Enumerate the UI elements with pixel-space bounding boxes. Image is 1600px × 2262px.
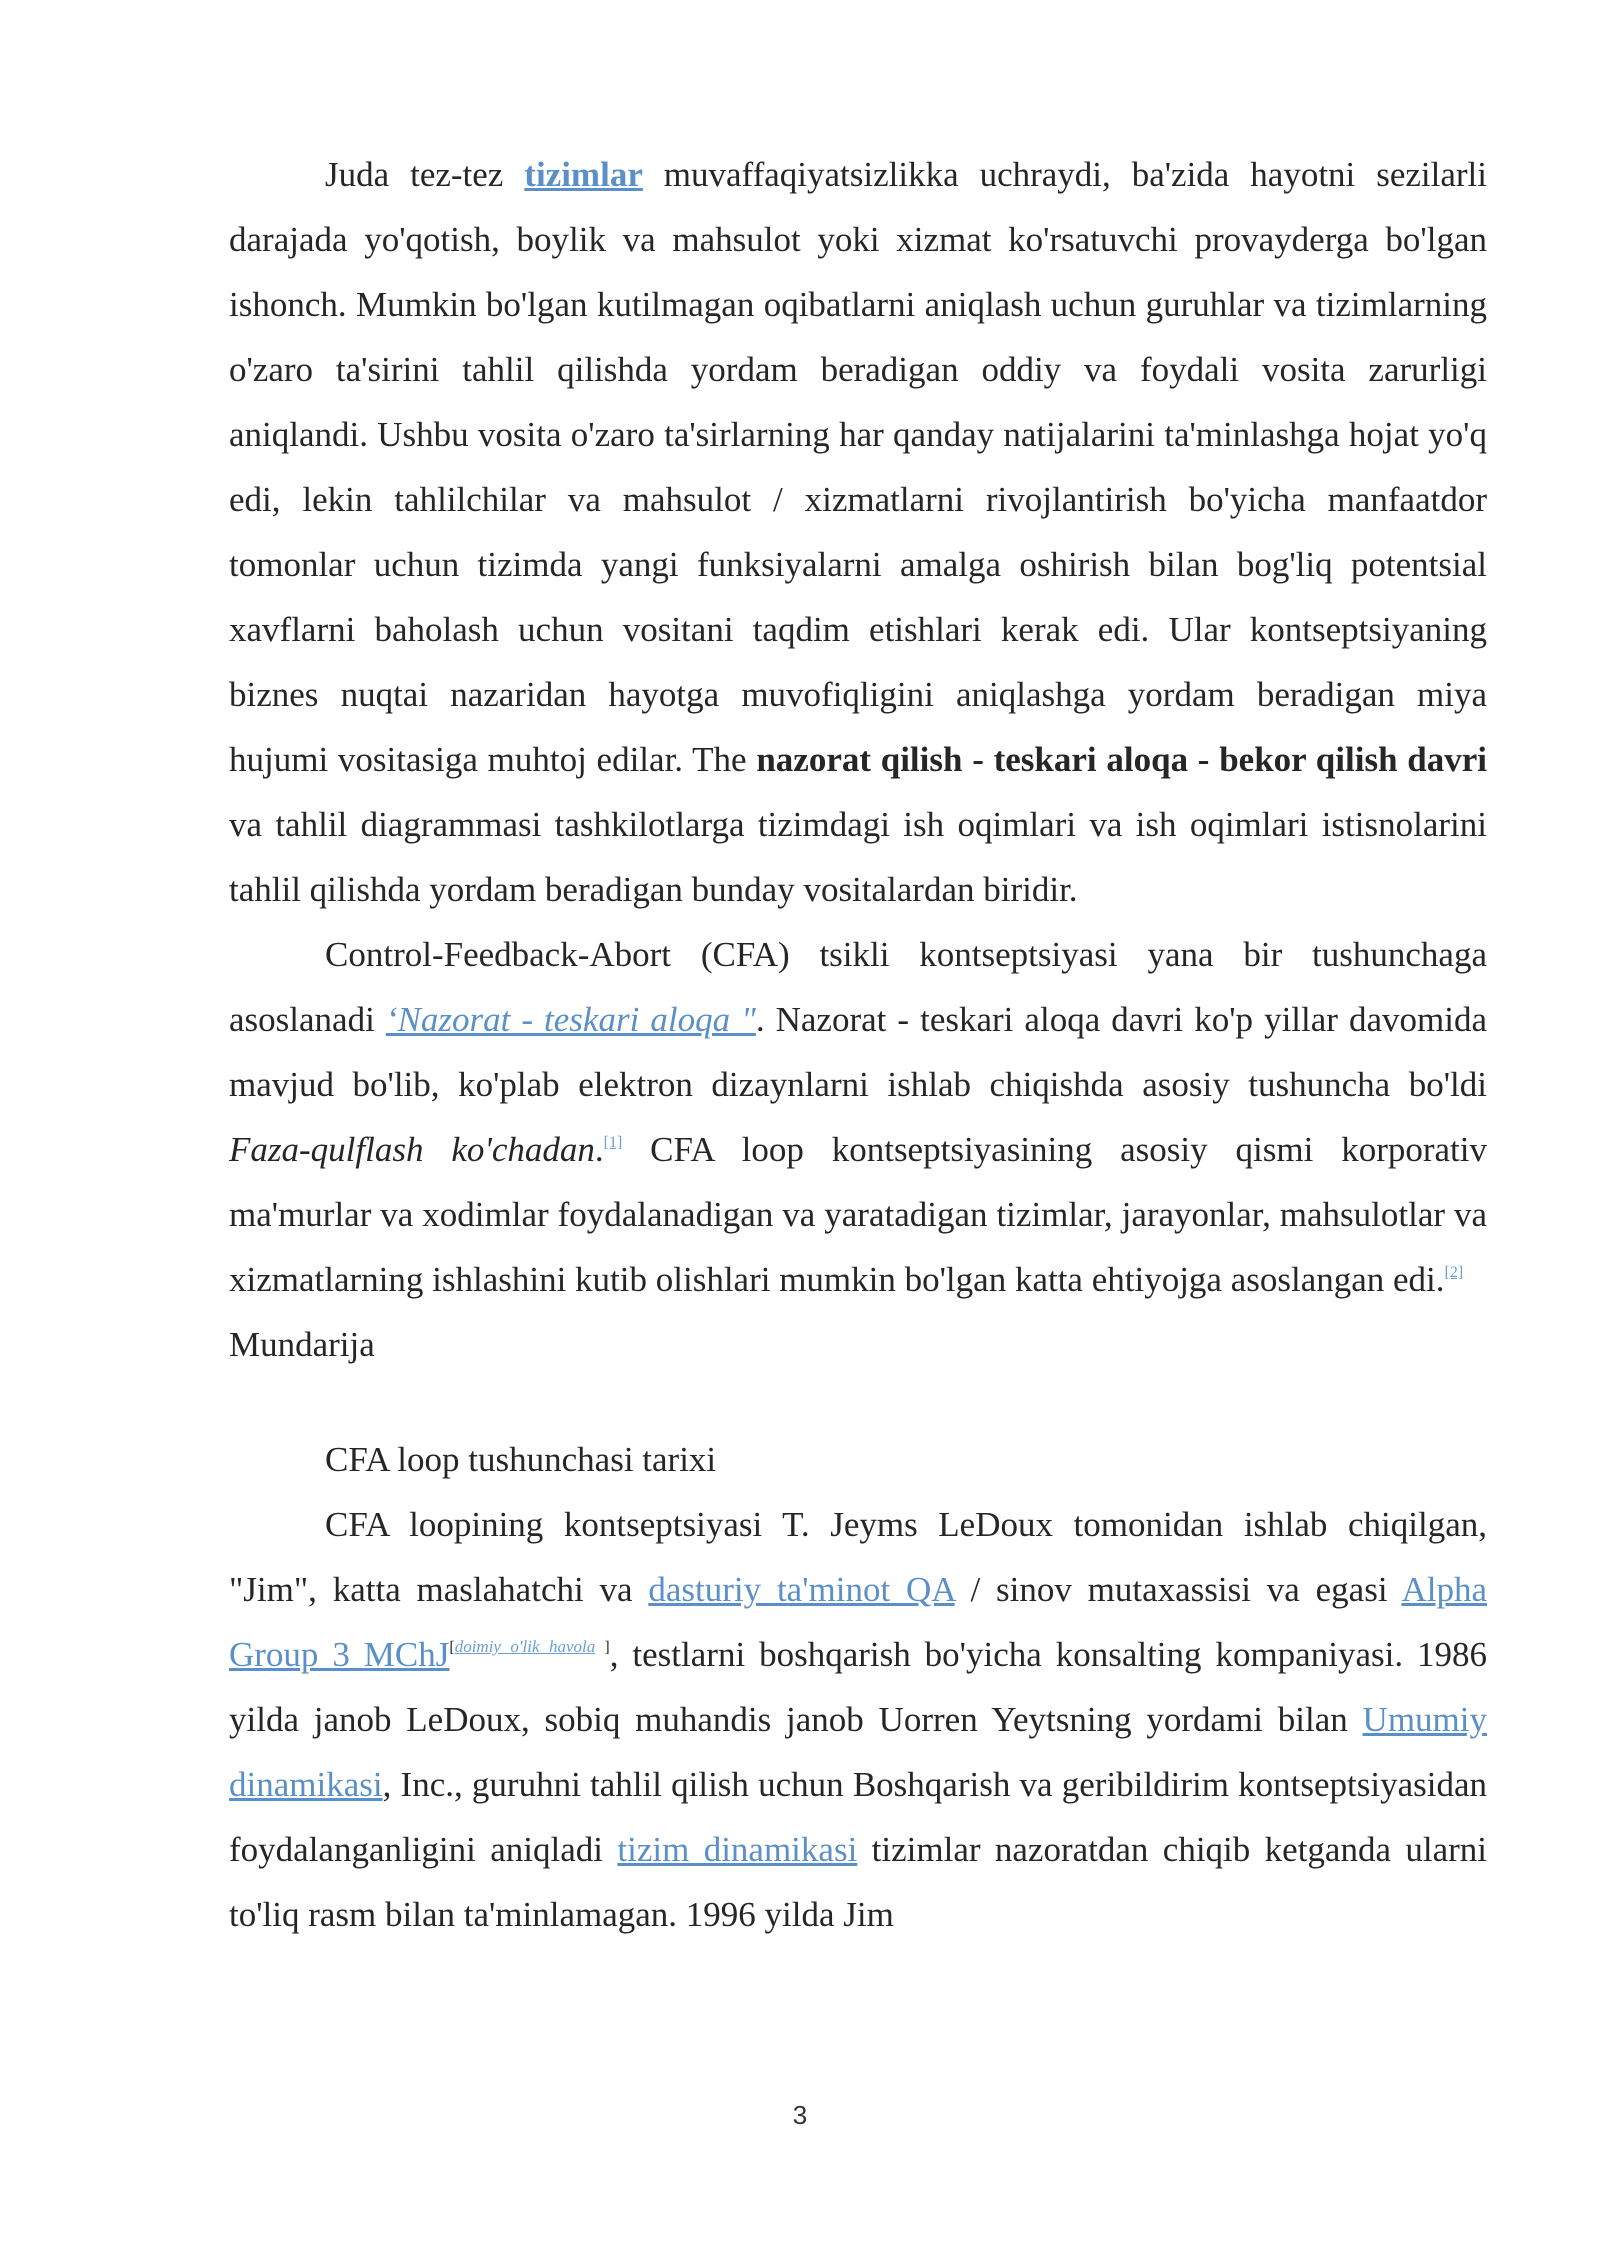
paragraph-intro [229, 142, 1487, 922]
bold-term: nazorat qilish - teskari aloqa - bekor qilish davri [756, 740, 1487, 779]
page-number: 3 [792, 2100, 808, 2130]
text-run: / sinov mutaxassisi va egasi [954, 1570, 1402, 1609]
dead-link-marker[interactable]: doimiy o'lik havola [454, 1637, 596, 1656]
text-run: CFA loop kontseptsiyasining asosiy qismi korporativ ma'murlar va xodimlar foydalanadigan va yaratadigan tizimlar, jarayonlar, mahsulotlar va xizmatlarning ishlashini kutib olishlari mumkin bo'lgan katta ehtiyojga asoslangan edi. [229, 1130, 1487, 1299]
section-heading: CFA loop tushunchasi tarixi [325, 1440, 717, 1479]
link-dasturiy-taminot-qa[interactable]: dasturiy ta'minot QA [648, 1570, 955, 1609]
paragraph-cfa-concept [229, 922, 1487, 1312]
paragraph-history [229, 1492, 1487, 1947]
text-run: . [594, 1130, 604, 1169]
text-run: Juda tez-tez [325, 155, 525, 194]
link-tizim-dinamikasi[interactable]: tizim dinamikasi [617, 1830, 858, 1869]
footnote-link-2[interactable]: [2] [1444, 1264, 1464, 1281]
text-run: Control-Feedback-Abort (CFA) tsikli kontseptsiyasi yana bir tushunchaga asoslanadi [229, 935, 1487, 1039]
dead-link-note: [doimiy o'lik havola ] [449, 1637, 610, 1656]
link-umumiy-dinamikasi[interactable]: Umumiy dinamikasi [229, 1700, 1487, 1804]
text-run: , Inc., guruhni tahlil qilish uchun Boshqarish va geribildirim kontseptsiyasidan foydalanganligini aniqladi [229, 1765, 1487, 1869]
text-run: muvaffaqiyatsizlikka uchraydi, ba'zida hayotni sezilarli darajada yo'qotish, boylik va mahsulot yoki xizmat ko'rsatuvchi provayderga bo'lgan ishonch. Mumkin bo'lgan kutilmagan oqibatlarni aniqlash uchun guruhlar va tizimlarning o'zaro ta'sirini tahlil qilishda yordam beradigan oddiy va foydali vosita zarurligi aniqlandi. Ushbu vosita o'zaro ta'sirlarning har qanday natijalarini ta'minlashga hojat yo'q edi, lekin tahlilchilar va mahsulot / xizmatlarni rivojlantirish bo'yicha manfaatdor tomonlar uchun tizimda yangi funksiyalarni amalga oshirish bilan bog'liq potentsial xavflarni baholash uchun vositani taqdim etishlari kerak edi. Ular kontseptsiyaning biznes nuqtai nazaridan hayotga muvofiqligini aniqlashga yordam beradigan miya hujumi vositasiga muhtoj edilar. The [229, 155, 1487, 779]
text-run: CFA loopining kontseptsiyasi T. Jeyms LeDoux tomonidan ishlab chiqilgan, "Jim", katta maslahatchi va [229, 1505, 1487, 1609]
italic-term: Faza-qulflash ko'chadan [229, 1130, 595, 1169]
link-nazorat-teskari-aloqa[interactable]: ‘Nazorat - teskari aloqa " [385, 1000, 756, 1039]
footnote-link-1[interactable]: [1] [603, 1134, 623, 1151]
footnote-ref-2 [1445, 1264, 1464, 1281]
text-run: . Nazorat - teskari aloqa davri ko'p yillar davomida mavjud bo'lib, ko'plab elektron dizaynlarni ishlab chiqishda asosiy tushuncha bo'ldi [229, 1000, 1487, 1104]
link-tizimlar[interactable]: tizimlar [524, 155, 643, 194]
toc-heading: Mundarija [229, 1325, 375, 1364]
link-alpha-group[interactable]: Alpha Group 3 MChJ [229, 1570, 1487, 1674]
text-run: , testlarni boshqarish bo'yicha konsalting kompaniyasi. 1986 yilda janob LeDoux, sobiq muhandis janob Uorren Yeytsning yordami bilan [229, 1635, 1488, 1739]
text-run: tizimlar nazoratdan chiqib ketganda ularni to'liq rasm bilan ta'minlamagan. 1996 yilda Jim [229, 1830, 1488, 1934]
text-run: va tahlil diagrammasi tashkilotlarga tizimdagi ish oqimlari va ish oqimlari istisnolarini tahlil qilishda yordam beradigan bunday vositalardan biridir. [229, 805, 1487, 909]
page-content [229, 142, 1487, 1947]
footnote-ref-1 [604, 1134, 623, 1151]
